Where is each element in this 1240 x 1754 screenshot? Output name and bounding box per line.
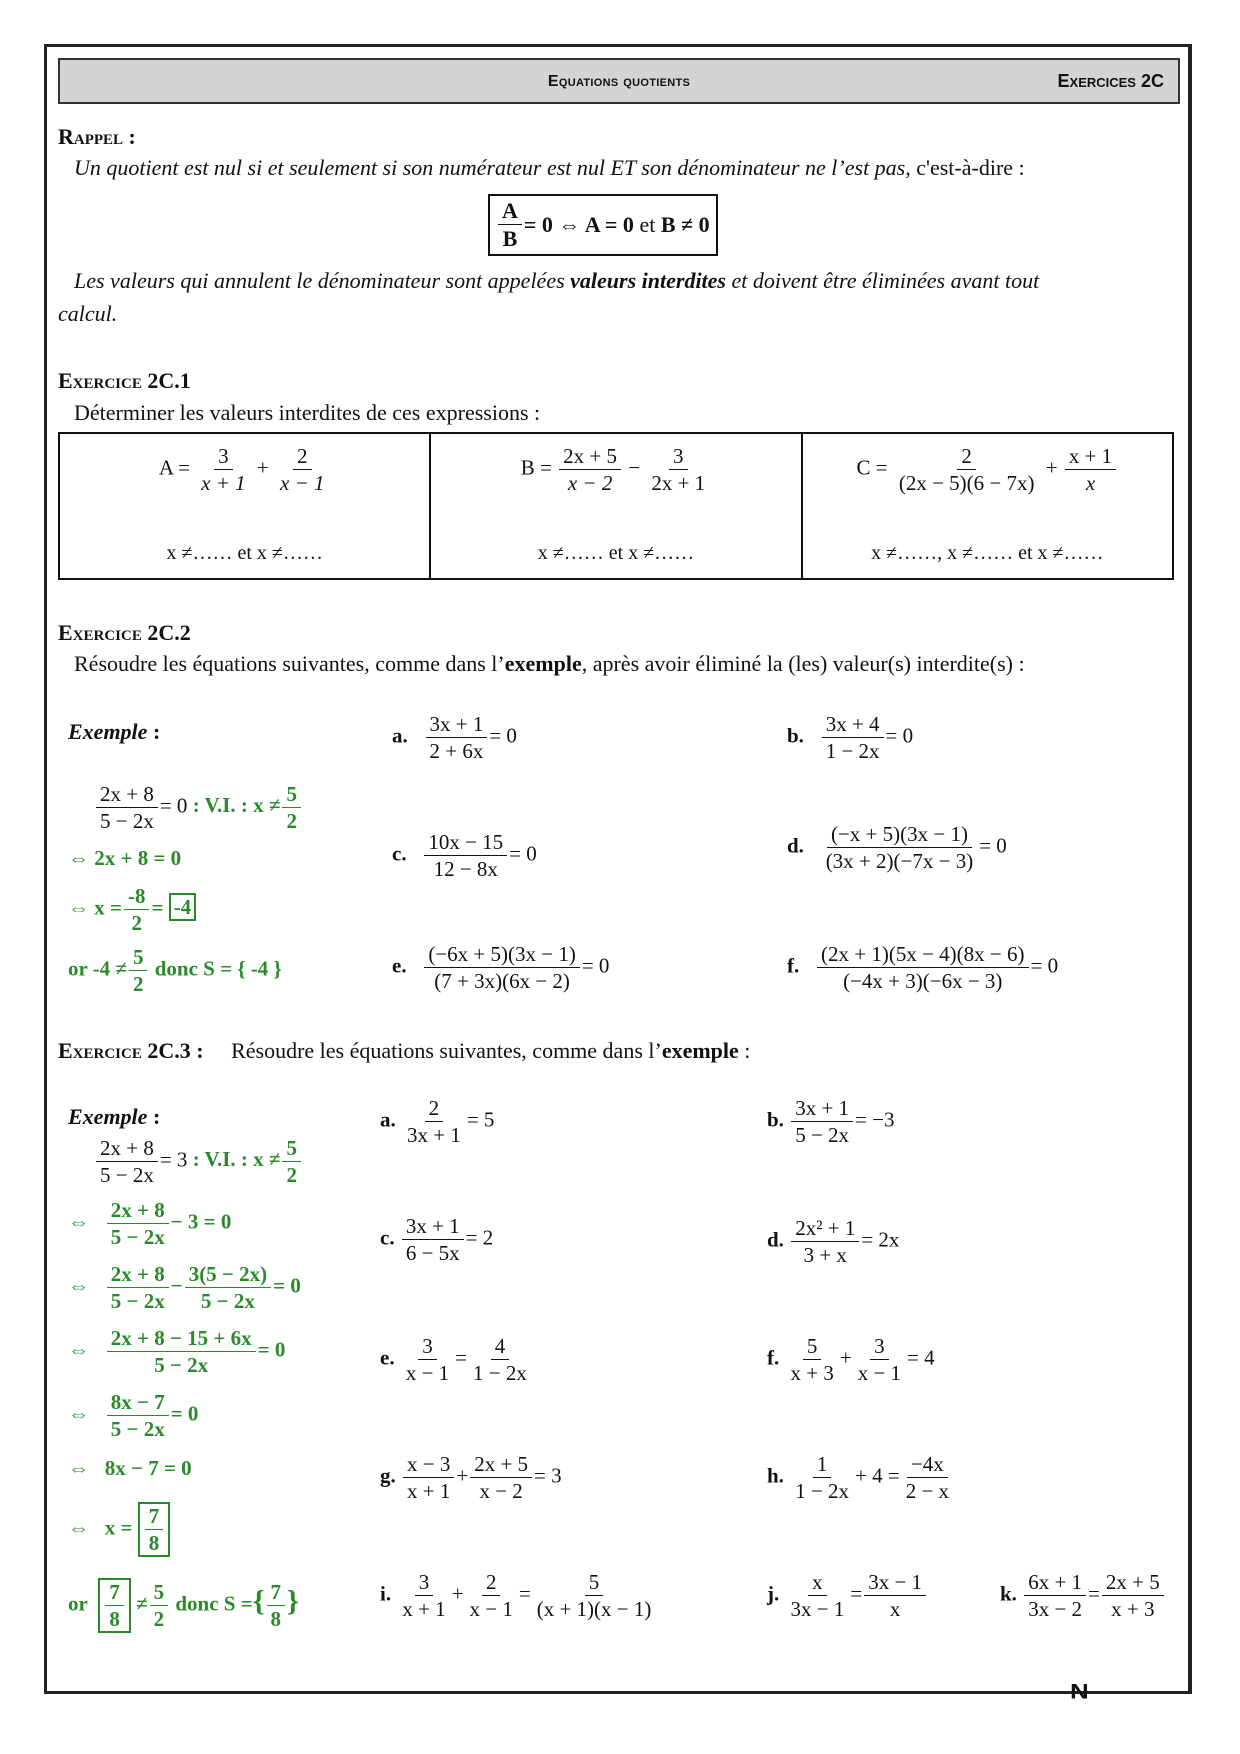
ex2-l4-num: 5 [129,945,148,971]
ex3-f-n2: 3 [870,1334,889,1360]
ex3-i-n1: 3 [415,1570,434,1596]
rappel-line3: calcul. [58,301,118,326]
ex3-f-d1: x + 3 [790,1361,834,1386]
ex2-instr-pre: Résoudre les équations suivantes, comme dans l’ [74,651,505,676]
ex3-f-label: f. [767,1345,780,1370]
ex2-c-rhs: = 0 [509,841,537,866]
ex3-s8-d1: 8 [109,1607,120,1632]
ex3-k-d2: x + 3 [1111,1597,1155,1622]
ex3-b-label: b. [767,1107,784,1132]
ex3-step5 [68,1390,198,1441]
ex3-item-f [767,1334,935,1385]
ex2-example-label [68,719,160,745]
ex2-ex-line1 [94,782,303,833]
ex2-d-label: d. [787,833,804,858]
ex3-h-n2: −4x [907,1452,948,1478]
cell-a-t2-den: x − 1 [280,471,325,496]
ex3-h-label: h. [767,1463,784,1488]
rappel-formula [488,194,718,256]
ex3-item-g [380,1452,562,1503]
ex3-i-n2: 2 [482,1570,501,1596]
ex2-l3-eq: = [151,895,164,920]
ex3-g-label: g. [380,1463,396,1488]
ex3-s5-num: 8x − 7 [107,1390,169,1416]
ex2-a-rhs: = 0 [489,723,517,748]
ex3-heading: Exercice 2C.3 : [58,1038,204,1063]
ex2-f-den: (−4x + 3)(−6x − 3) [843,969,1003,994]
cell-b-name: B = [520,455,552,480]
cell-a-name: A = [158,455,190,480]
ex2-heading: Exercice 2C.2 [58,620,191,645]
page-header [58,58,1180,104]
ex3-e-eq: = [455,1345,468,1370]
formula-num: A [498,198,522,225]
cell-a-t1-den: x + 1 [201,471,246,496]
ex1-cell-c [802,433,1173,579]
ex2-f-label: f. [787,953,800,978]
ex2-l1-vi: : V.I. : x ≠ [187,793,281,818]
ex2-b-den: 1 − 2x [825,739,880,764]
rappel-line1 [74,155,1025,181]
ex2-instr-bold: exemple [504,651,582,676]
ex2-f-rhs: = 0 [1030,953,1059,978]
ex3-k-label: k. [1000,1581,1017,1606]
ex2-l3-den: 2 [131,911,142,936]
cell-c-t2-den: x [1085,471,1096,496]
ex2-example-colon: : [147,719,161,744]
ex1-table [58,432,1174,580]
cell-c-op: + [1045,455,1058,480]
ex2-item-c [392,830,537,881]
ex3-b-den: 5 − 2x [795,1123,850,1148]
ex3-j-d2: x [889,1597,901,1622]
ex3-j-d1: 3x − 1 [790,1597,845,1622]
ex3-s1-den: 5 − 2x [100,1163,154,1188]
ex3-k-n2: 2x + 5 [1102,1570,1164,1596]
ex3-i-op: + [451,1581,464,1606]
ex2-l4-den: 2 [132,972,144,997]
ex3-j-n2: 3x − 1 [864,1570,926,1596]
ex3-a-den: 3x + 1 [407,1123,461,1148]
ex3-item-b [767,1096,894,1147]
ex3-s7-arrow: ⇔ [68,1515,89,1540]
cell-a-vi: x ≠…… et x ≠…… [166,542,323,564]
cell-c-vi: x ≠……, x ≠…… et x ≠…… [871,542,1104,564]
ex3-i-d3: (x + 1)(x − 1) [536,1597,652,1622]
ex3-g-d2: x − 2 [479,1479,523,1504]
rappel-line1-italic: Un quotient est nul si et seulement si son numérateur est nul ET son dénominateur ne l’est pas [74,155,906,180]
ex3-s7-num: 7 [145,1504,164,1530]
ex3-item-a [380,1096,494,1147]
ex1-heading: Exercice 2C.1 [58,368,191,393]
ex3-k-n1: 6x + 1 [1024,1570,1086,1596]
ex3-item-i [380,1570,657,1621]
ex3-s2-arrow: ⇔ [68,1209,89,1234]
ex2-l3-num: -8 [124,884,150,910]
ex3-k-eq: = [1088,1581,1100,1606]
ex3-s5-arrow: ⇔ [68,1401,89,1426]
ex3-s1-num: 2x + 8 [96,1136,158,1162]
rappel-line2-b: et doivent être éliminées avant tout [726,268,1040,293]
ex2-l3-box: -4 [169,893,197,921]
ex2-ex-line3 [68,884,196,935]
ex3-a-rhs: = 5 [466,1107,495,1132]
cell-b-t1-den: x − 2 [567,471,613,496]
ex3-example-word: Exemple [68,1104,148,1129]
ex3-item-k [1000,1570,1166,1621]
ex3-s1-eq: = 3 [159,1147,188,1172]
ex2-l1-vi-den: 2 [286,809,297,834]
ex3-d-den: 3 + x [803,1243,847,1268]
ex3-s8-d2: 2 [153,1607,165,1632]
ex3-instr-bold: exemple [661,1038,739,1063]
ex3-c-den: 6 − 5x [405,1241,460,1266]
ex3-s4-num: 2x + 8 − 15 + 6x [107,1326,256,1352]
ex3-title-line [58,1038,750,1064]
ex3-example-label [68,1104,160,1130]
ex3-s1-vi-den: 2 [286,1163,297,1188]
ex3-s7-pre: x = [104,1515,133,1540]
ex3-g-rhs: = 3 [534,1463,562,1488]
ex2-l4-post: donc S = { -4 } [149,956,282,981]
rappel-heading: Rappel : [58,124,136,149]
ex3-step4 [68,1326,285,1377]
cell-c-t1-num: 2 [957,444,976,470]
ex2-ex-line2: ⇔ 2x + 8 = 0 [68,846,182,870]
ex3-s3-d2: 5 − 2x [200,1289,255,1314]
ex3-k-d1: 3x − 2 [1028,1597,1083,1622]
ex3-s8-n3: 7 [267,1580,286,1606]
ex3-e-n2: 4 [491,1334,510,1360]
ex2-l4-pre: or -4 ≠ [68,956,127,981]
ex2-d-num: (−x + 5)(3x − 1) [827,822,972,848]
ex3-i-d2: x − 1 [469,1597,513,1622]
ex3-s4-arrow: ⇔ [68,1337,89,1362]
ex2-ex-line4 [68,945,282,996]
ex3-s2-den: 5 − 2x [110,1225,165,1250]
cell-c-t1-den: (2x − 5)(6 − 7x) [898,471,1035,496]
ex2-b-label: b. [787,723,804,748]
ex2-c-label: c. [392,841,407,866]
ex3-s8-mid: donc S = [170,1591,253,1616]
ex3-d-label: d. [767,1227,784,1252]
ex2-example-word: Exemple [68,719,148,744]
ex2-e-label: e. [392,953,407,978]
ex3-step1 [94,1136,303,1187]
ex1-instruction: Déterminer les valeurs interdites de ces expressions : [74,400,541,425]
header-series: Exercices 2C [1057,71,1164,91]
ex2-item-b [787,712,913,763]
ex2-item-d [787,822,1007,873]
cell-a-t2-num: 2 [293,444,312,470]
ex3-g-op: + [456,1463,469,1488]
ex2-l1-vi-num: 5 [282,782,301,808]
ex2-f-num: (2x + 1)(5x − 4)(8x − 6) [817,942,1029,968]
ex2-e-num: (−6x + 5)(3x − 1) [424,942,580,968]
ex3-i-n3: 5 [585,1570,604,1596]
ex2-b-num: 3x + 4 [822,712,884,738]
ex2-l1-num: 2x + 8 [96,782,158,808]
ex3-instr-post: : [738,1038,751,1063]
formula-part1: = 0 ⇔ A = 0 [523,211,634,237]
rappel-line2 [74,268,1039,294]
ex2-c-num: 10x − 15 [424,830,507,856]
formula-et: et [639,211,656,237]
ex3-j-label: j. [767,1581,780,1606]
ex3-s4-rest: = 0 [257,1337,286,1362]
ex3-a-label: a. [380,1107,396,1132]
ex3-c-label: c. [380,1225,395,1250]
ex3-item-h [767,1452,955,1503]
ex3-s7-den: 8 [148,1531,160,1556]
ex3-s1-vi: : V.I. : x ≠ [187,1147,281,1172]
ex3-d-rhs: = 2x [861,1227,900,1252]
ex2-e-den: (7 + 3x)(6x − 2) [434,969,570,994]
ex3-f-n1: 5 [803,1334,822,1360]
ex2-b-rhs: = 0 [885,723,914,748]
ex3-s8-d3: 8 [270,1607,282,1632]
ex3-h-d1: 1 − 2x [795,1479,850,1504]
header-title: Equations quotients [547,73,691,90]
ex2-instr-post: , après avoir éliminé la (les) valeur(s) interdite(s) : [581,651,1025,676]
ex3-step6 [68,1456,192,1481]
ex3-s5-den: 5 − 2x [110,1417,165,1442]
ex2-item-f [787,942,1058,993]
ex2-l1-den: 5 − 2x [100,809,154,834]
ex3-step3 [68,1262,301,1313]
ex3-e-label: e. [380,1345,395,1370]
ex3-h-n1: 1 [813,1452,832,1478]
ex3-j-n1: x [808,1570,827,1596]
ex2-instruction [74,651,1025,677]
rappel-line1-tail: , c'est-à-dire : [905,155,1025,180]
ex3-instr-pre: Résoudre les équations suivantes, comme dans l’ [231,1038,662,1063]
ex3-i-eq: = [518,1581,531,1606]
ex3-e-n1: 3 [418,1334,437,1360]
ex3-f-d2: x − 1 [857,1361,902,1386]
ex3-f-op: + [839,1345,852,1370]
ex2-c-den: 12 − 8x [433,857,498,882]
cell-a-op: + [256,455,269,480]
ex3-b-rhs: = −3 [855,1107,895,1132]
ex3-s2-rest: − 3 = 0 [170,1209,232,1234]
ex2-e-rhs: = 0 [581,953,610,978]
cell-b-vi: x ≠…… et x ≠…… [537,542,695,564]
ex3-c-rhs: = 2 [465,1225,494,1250]
ex3-example-colon: : [147,1104,161,1129]
ex1-cell-b [430,433,801,579]
ex3-s3-n1: 2x + 8 [107,1262,169,1288]
ex3-s8-pre: or [68,1591,88,1616]
ex2-a-num: 3x + 1 [426,712,488,738]
ex3-s4-den: 5 − 2x [154,1353,209,1378]
formula-den: B [502,226,518,252]
ex3-i-d1: x + 1 [402,1597,446,1622]
ex3-g-d1: x + 1 [407,1479,451,1504]
ex2-a-label: a. [392,723,408,748]
cell-b-t2-num: 3 [669,444,688,470]
ex3-item-j [767,1570,928,1621]
ex3-item-c [380,1214,493,1265]
ex3-b-num: 3x + 1 [791,1096,853,1122]
ex2-d-rhs: = 0 [979,833,1007,858]
ex3-s2-num: 2x + 8 [107,1198,169,1224]
ex3-e-d1: x − 1 [405,1361,450,1386]
ex3-s8-n1: 7 [105,1580,124,1606]
ex3-a-num: 2 [425,1096,444,1122]
ex1-cell-a [59,433,430,579]
ex3-s8-neq: ≠ [136,1591,148,1616]
ex3-s5-rest: = 0 [170,1401,199,1426]
rappel-line2-a: Les valeurs qui annulent le dénominateur sont appelées [74,268,571,293]
ex3-h-mid: + 4 = [855,1463,900,1488]
ex3-step8: or $\frac{7}{8}$ ≠ $\frac{5}{2}$ donc S ={ $\frac{7}{8}$ } [68,1578,299,1633]
ex3-g-n1: x − 3 [403,1452,454,1478]
ex3-d-num: 2x² + 1 [791,1216,859,1242]
ex3-s6-arrow: ⇔ [68,1456,89,1480]
ex3-c-num: 3x + 1 [402,1214,464,1240]
cell-b-op: − [628,455,641,480]
corner-mark: N [1070,1679,1089,1704]
formula-part2: B ≠ 0 [660,211,710,237]
ex3-s3-rest: = 0 [273,1273,301,1298]
ex3-s3-n2: 3(5 − 2x) [185,1262,271,1288]
cell-c-name: C = [856,455,888,480]
ex2-item-e [392,942,609,993]
ex3-step7 [68,1502,170,1557]
ex3-j-eq: = [850,1581,863,1606]
rappel-line2-bold: valeurs interdites [570,268,726,293]
ex2-a-den: 2 + 6x [429,739,484,764]
ex3-step2 [68,1198,231,1249]
cell-c-t2-num: x + 1 [1065,444,1116,470]
ex3-h-d2: 2 − x [905,1479,950,1504]
ex3-s8-n2: 5 [150,1580,169,1606]
ex3-s3-arrow: ⇔ [68,1273,89,1298]
ex3-f-rhs: = 4 [907,1345,935,1370]
cell-a-t1-num: 3 [214,444,233,470]
ex3-item-e [380,1334,533,1385]
ex3-s3-d1: 5 − 2x [110,1289,165,1314]
ex2-l3-pre: ⇔ x = [68,895,122,920]
ex3-s1-vi-num: 5 [282,1136,301,1162]
cell-b-t2-den: 2x + 1 [651,471,706,496]
cell-b-t1-num: 2x + 5 [559,444,621,470]
ex3-i-label: i. [380,1581,392,1606]
ex3-s6-text: 8x − 7 = 0 [104,1456,192,1480]
ex2-l1-eq: = 0 [159,793,188,818]
ex3-e-d2: 1 − 2x [473,1361,527,1386]
ex3-s3-op: − [170,1273,183,1298]
ex2-item-a [392,712,517,763]
ex3-item-d [767,1216,899,1267]
ex2-d-den: (3x + 2)(−7x − 3) [825,849,974,874]
ex3-g-n2: 2x + 5 [470,1452,532,1478]
